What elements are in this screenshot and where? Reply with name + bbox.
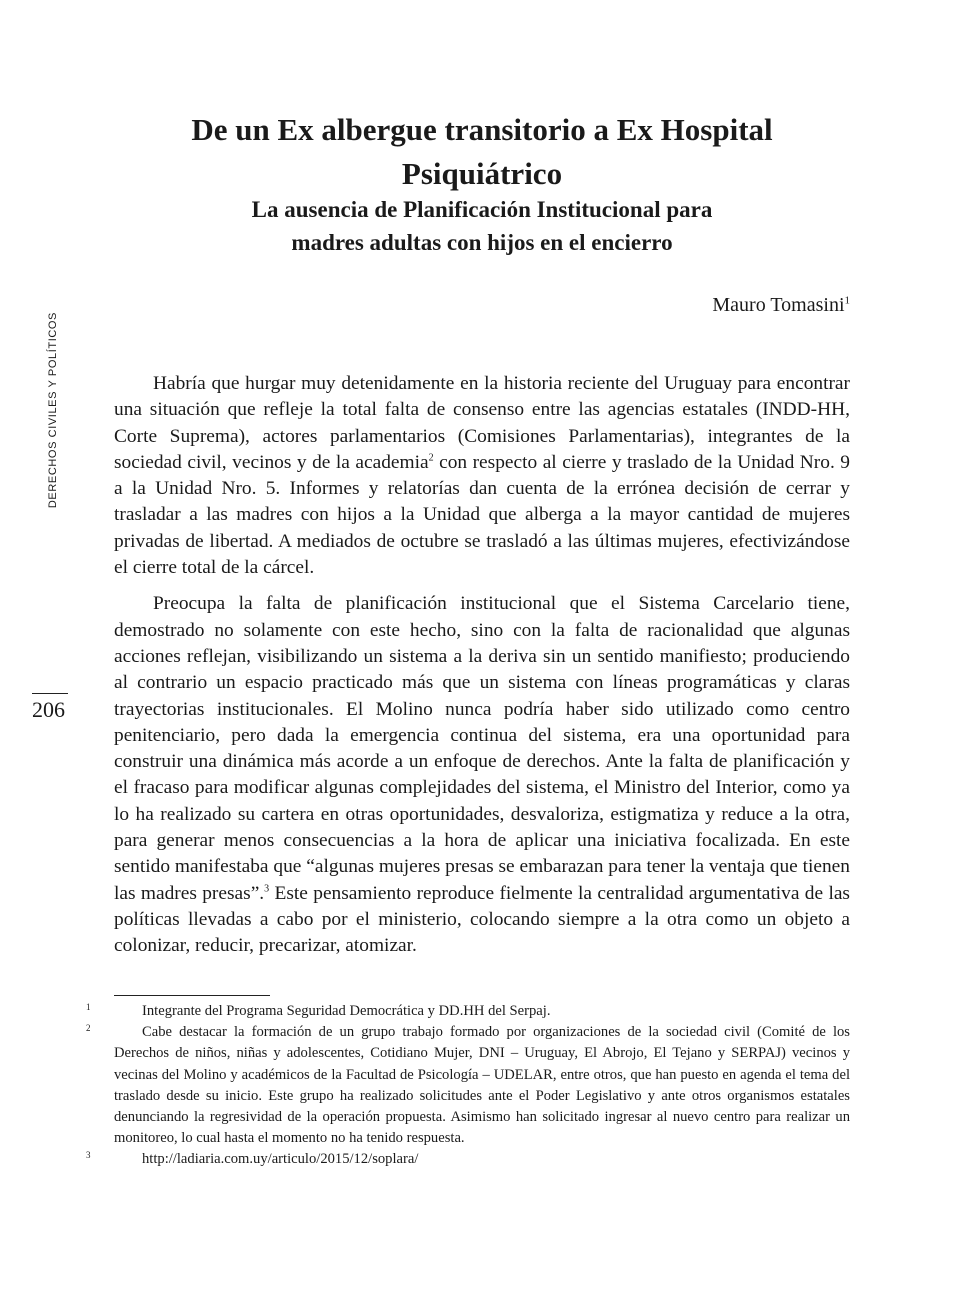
footnote-2	[86, 1022, 850, 1149]
body-paragraph-2	[114, 591, 850, 959]
paragraph-1-text-b: con respecto al cierre y traslado de la Unidad Nro. 9 a la Unidad Nro. 5. Informes y relatorías dan cuenta de la errónea decisión de cerrar y trasladar a las madres con hijos a la Unidad que alberga a la mayor cantidad de mujeres privadas de libertad. A mediados de octubre se trasladó a las últimas mujeres, efectivizándose el cierre total de la cárcel.	[114, 451, 850, 579]
paragraph-2-text-b: Este pensamiento reproduce fielmente la centralidad argumentativa de las políticas llevadas a cabo por el ministerio, colocando siempre a la otra como un objeto a colonizar, reducir, precarizar, atomizar.	[114, 882, 850, 957]
author-name: Mauro Tomasini	[712, 294, 845, 316]
footnote-1-mark: 1	[86, 1002, 91, 1012]
section-side-label: DERECHOS CIVILES Y POLÍTICOS	[47, 312, 59, 509]
article-subtitle	[114, 193, 850, 259]
footnote-separator	[114, 995, 270, 996]
page-number: 206	[32, 697, 65, 722]
subtitle-line-2: madres adultas con hijos en el encierro	[291, 230, 673, 255]
footnote-ref-2[interactable]: 2	[428, 452, 434, 464]
footnote-3	[86, 1149, 850, 1170]
article-title: De un Ex albergue transitorio a Ex Hospital Psiquiátrico	[191, 112, 773, 191]
body-paragraph-1	[114, 371, 850, 581]
footnote-3-mark: 3	[86, 1150, 91, 1161]
paragraph-1-text-a: Habría que hurgar muy detenidamente en la historia reciente del Uruguay para encontrar una situación que refleje la total falta de consenso entre las agencias estatales (INDD-HH, Corte Suprema), actores parlamentarios (Comisiones Parlamentarias), integrantes de la sociedad civil, vecinos y de la academia	[114, 373, 850, 473]
footnote-ref-3[interactable]: 3	[264, 883, 270, 895]
footnote-2-mark: 2	[86, 1023, 91, 1034]
paragraph-2-text-a: Preocupa la falta de planificación institucional que el Sistema Carcelario tiene, demostrado no solamente con este hecho, sino con la falta de racionalidad que algunas acciones reflejan, visibilizando un sistema a la deriva sin un sentido manifiesto; produciendo al contrario un espacio practicado más que un sistema con líneas programáticas y claras trayectorias institucionales. El Molino nunca podría haber sido utilizado como centro penitenciario, pero dada la emergencia continua del sistema, era una oportunidad para construir una dinámica más acorde a un enfoque de derechos. Ante la falta de planificación y el fracaso para modificar algunas complejidades del sistema, el Ministro del Interior, como ya lo ha realizado su cartera en otras oportunidades, desvaloriza, estigmatiza y reduce a la otra, para generar menos consecuencias a la hora de aplicar una iniciativa focalizada. En este sentido manifestaba que “algunas mujeres presas se embarazan para tener la ventaja que tienen las madres presas”.	[114, 593, 850, 904]
footnotes	[86, 1001, 850, 1171]
subtitle-line-1: La ausencia de Planificación Institucional para	[251, 197, 713, 222]
footnote-2-text: Cabe destacar la formación de un grupo trabajo formado por organizaciones de la sociedad civil (Comité de los Derechos de niños, niñas y adolescentes, Cotidiano Mujer, DNI – Uruguay, El Abrojo, El Tejano y SERPAJ) vecinos y vecinas del Molino y académicos de la Facultad de Psicología – UDELAR, entre otros, que han puesto en agenda el tema del traslado desde su inicio. Este grupo ha realizado solicitudes ante el Poder Legislativo y ante otros organismos estatales denunciando la regresividad de la operación propuesta. Asimismo han solicitado ingresar al nuevo centro para realizar un monitoreo, lo cual hasta el momento no ha tenido respuesta.	[114, 1024, 850, 1147]
footnote-3-link[interactable]: http://ladiaria.com.uy/articulo/2015/12/soplara/	[142, 1151, 419, 1168]
footnote-1-text: Integrante del Programa Seguridad Democrática y DD.HH del Serpaj.	[142, 1003, 551, 1019]
footnote-1	[86, 1001, 850, 1022]
author-byline	[712, 294, 850, 317]
page-number-rule	[32, 693, 68, 694]
author-footnote-ref[interactable]: 1	[844, 294, 850, 307]
article-body	[114, 371, 850, 970]
